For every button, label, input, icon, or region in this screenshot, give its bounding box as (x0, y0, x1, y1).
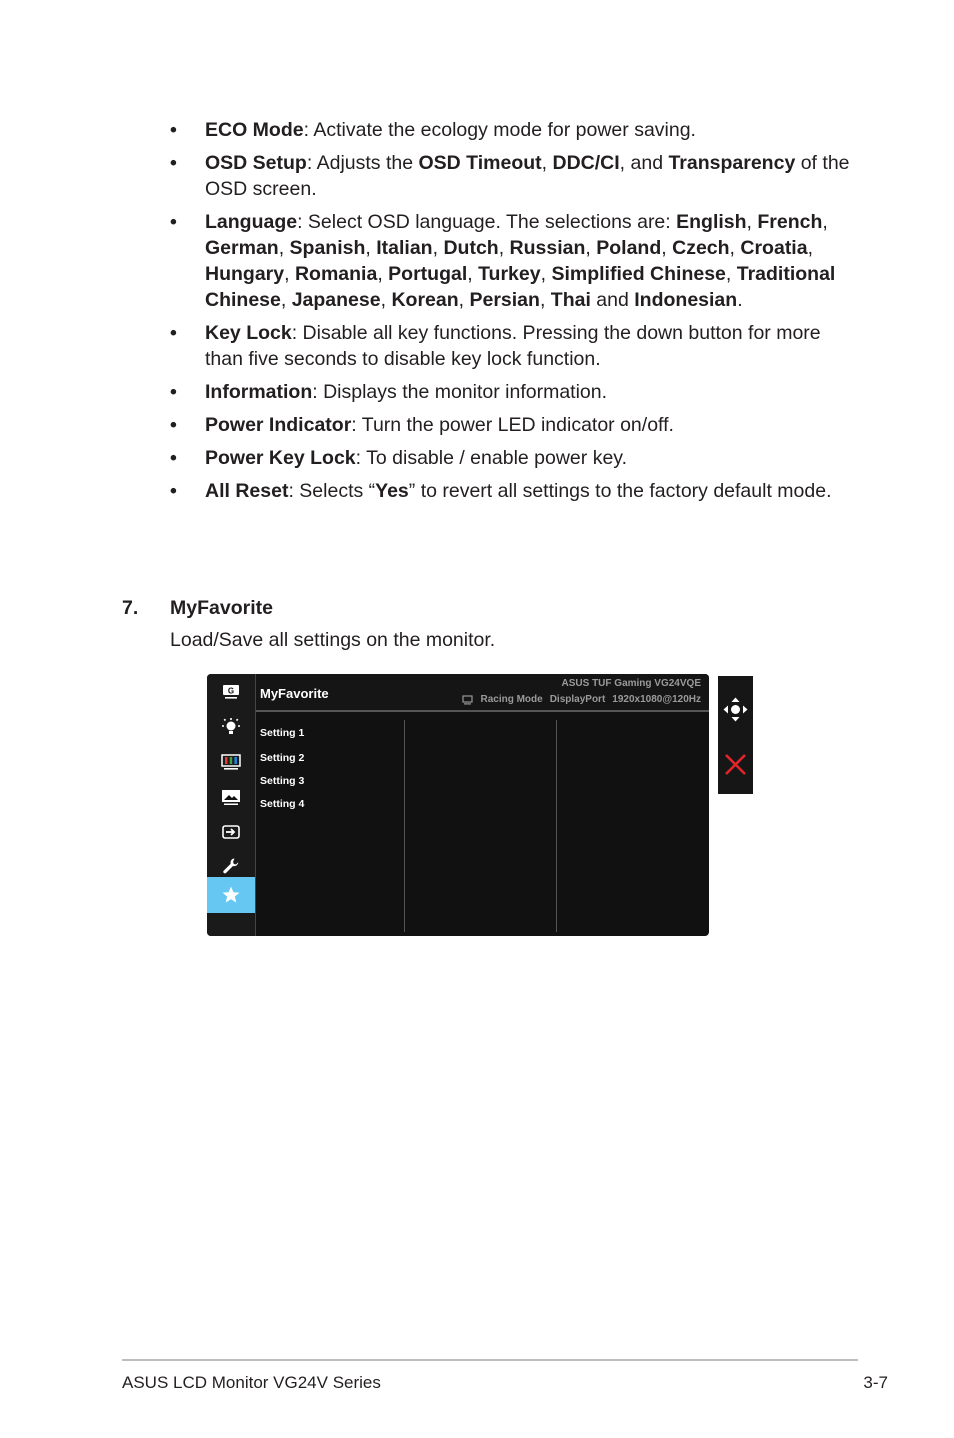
image-icon[interactable] (207, 779, 255, 815)
setting-1-item[interactable]: Setting 1 (260, 727, 305, 739)
column-divider (556, 720, 557, 932)
close-icon[interactable] (723, 752, 748, 777)
language-option: Indonesian (634, 289, 738, 311)
language-option: Persian (469, 289, 540, 311)
feature-list (170, 117, 850, 511)
bullet-key-lock: • Key Lock: Disable all key functions. Pressing the down button for more than five seconds to disable key lock function. (170, 320, 850, 372)
section-description: Load/Save all settings on the monitor. (170, 629, 496, 651)
language-option: Japanese (291, 289, 381, 311)
language-option: Croatia (740, 237, 808, 259)
setting-2-item[interactable]: Setting 2 (260, 752, 305, 764)
bullet-information: • Information: Displays the monitor information. (170, 379, 850, 405)
monitor-model: ASUS TUF Gaming VG24VQE (561, 678, 701, 689)
osd-menu (207, 674, 709, 936)
page-number: 3-7 (863, 1373, 888, 1392)
footer-divider (122, 1359, 858, 1361)
setting-4-item[interactable]: Setting 4 (260, 798, 305, 810)
section-number: 7. (122, 597, 139, 619)
monitor-icon (462, 695, 473, 705)
osd-control-panel (718, 676, 753, 794)
language-option: English (676, 211, 747, 233)
osd-header (256, 674, 709, 712)
navigation-joystick-icon[interactable] (722, 696, 749, 723)
language-option: French (757, 211, 823, 233)
current-mode: Racing Mode (480, 694, 543, 705)
language-option: Czech (672, 237, 730, 259)
language-option: Dutch (443, 237, 499, 259)
myfavorite-star-icon[interactable] (207, 877, 255, 913)
language-option: Romania (294, 263, 378, 285)
bullet-language: • Language: Select OSD language. The selections are: English, French, German, Spanish, Italian, Dutch, Russian, Poland, Czech, Croatia, Hungary, Romania, Portugal, Turkey, Simplified Chinese, Traditional Chinese, Japanese, Korean, Persian, Thai and Indonesian. (170, 209, 850, 313)
bullet-power-indicator: • Power Indicator: Turn the power LED indicator on/off. (170, 412, 850, 438)
input-select-icon[interactable] (207, 814, 255, 850)
setting-3-item[interactable]: Setting 3 (260, 775, 305, 787)
bullet-power-key-lock: • Power Key Lock: To disable / enable power key. (170, 445, 850, 471)
current-input: DisplayPort (549, 694, 606, 705)
language-option: Traditional Chinese (205, 263, 836, 311)
current-resolution: 1920x1080@120Hz (612, 694, 701, 705)
language-list: English, French, German, Spanish, Italian, Dutch, Russian, Poland, Czech, Croatia, Hungary, Romania, Portugal, Turkey, Simplified Chinese, Traditional Chinese, Japanese, Korean, Persian, Thai and Indonesian. (205, 211, 836, 311)
language-option: Poland (596, 237, 662, 259)
language-option: Hungary (205, 263, 285, 285)
language-option: Spanish (289, 237, 366, 259)
gamevisual-icon-letter: G (227, 686, 235, 696)
blue-light-filter-icon[interactable] (207, 709, 255, 745)
osd-status-bar (462, 694, 701, 705)
gamevisual-icon[interactable] (207, 674, 255, 710)
language-option: German (205, 237, 279, 259)
osd-title: MyFavorite (260, 686, 329, 701)
language-option: Italian (376, 237, 433, 259)
column-divider (404, 720, 405, 932)
bullet-all-reset: • All Reset: Selects “Yes” to revert all settings to the factory default mode. (170, 478, 850, 504)
section-title: MyFavorite (170, 597, 273, 619)
footer-title: ASUS LCD Monitor VG24V Series (122, 1373, 381, 1392)
language-option: Korean (391, 289, 459, 311)
bullet-eco-mode: • ECO Mode: Activate the ecology mode for power saving. (170, 117, 850, 143)
language-option: Thai (550, 289, 591, 311)
language-option: Portugal (388, 263, 468, 285)
language-option: Simplified Chinese (551, 263, 726, 285)
osd-sidebar (207, 674, 256, 936)
color-icon[interactable] (207, 744, 255, 780)
language-option: Turkey (478, 263, 541, 285)
language-option: Russian (509, 237, 586, 259)
bullet-osd-setup: • OSD Setup: Adjusts the OSD Timeout, DDC/CI, and Transparency of the OSD screen. (170, 150, 850, 202)
